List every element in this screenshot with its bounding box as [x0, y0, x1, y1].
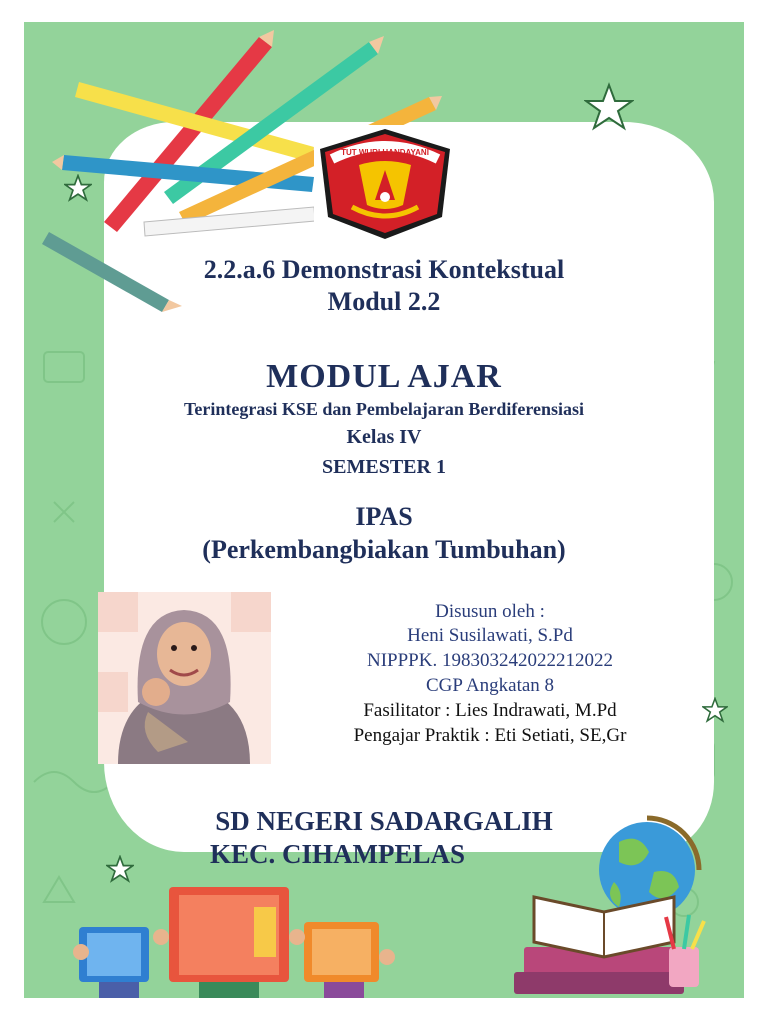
children-reading-illustration — [69, 877, 399, 998]
author-photo — [98, 592, 271, 764]
white-pencil-icon — [144, 207, 315, 236]
author-nip: NIPPPK. 198303242022212022 — [367, 650, 613, 671]
star-icon — [702, 697, 728, 723]
star-icon — [64, 174, 92, 202]
subtitle: Terintegrasi KSE dan Pembelajaran Berdiferensiasi — [184, 399, 584, 419]
star-icon — [584, 82, 634, 132]
semester-label: SEMESTER 1 — [322, 456, 446, 478]
compiled-by-label: Disusun oleh : — [435, 601, 545, 622]
class-label: Kelas IV — [346, 426, 422, 448]
tut-wuri-handayani-logo — [314, 125, 456, 243]
main-title: MODUL AJAR — [266, 358, 502, 395]
school-district: KEC. CIHAMPELAS — [210, 839, 466, 869]
school-name: SD NEGERI SADARGALIH — [215, 806, 553, 836]
practice-teacher: Pengajar Praktik : Eti Setiati, SE,Gr — [353, 725, 627, 746]
activity-title: 2.2.a.6 Demonstrasi Kontekstual — [203, 255, 565, 284]
facilitator: Fasilitator : Lies Indrawati, M.Pd — [363, 700, 617, 721]
books-stack-illustration — [494, 877, 724, 998]
svg-text:TUT WURI HANDAYANI: TUT WURI HANDAYANI — [341, 148, 429, 157]
cgp-cohort: CGP Angkatan 8 — [425, 675, 555, 696]
author-name: Heni Susilawati, S.Pd — [407, 625, 573, 646]
yellow-pencil-icon — [75, 82, 326, 162]
module-number: Modul 2.2 — [327, 287, 441, 316]
topic-label: (Perkembangbiakan Tumbuhan) — [202, 535, 566, 564]
subject-label: IPAS — [355, 502, 413, 531]
